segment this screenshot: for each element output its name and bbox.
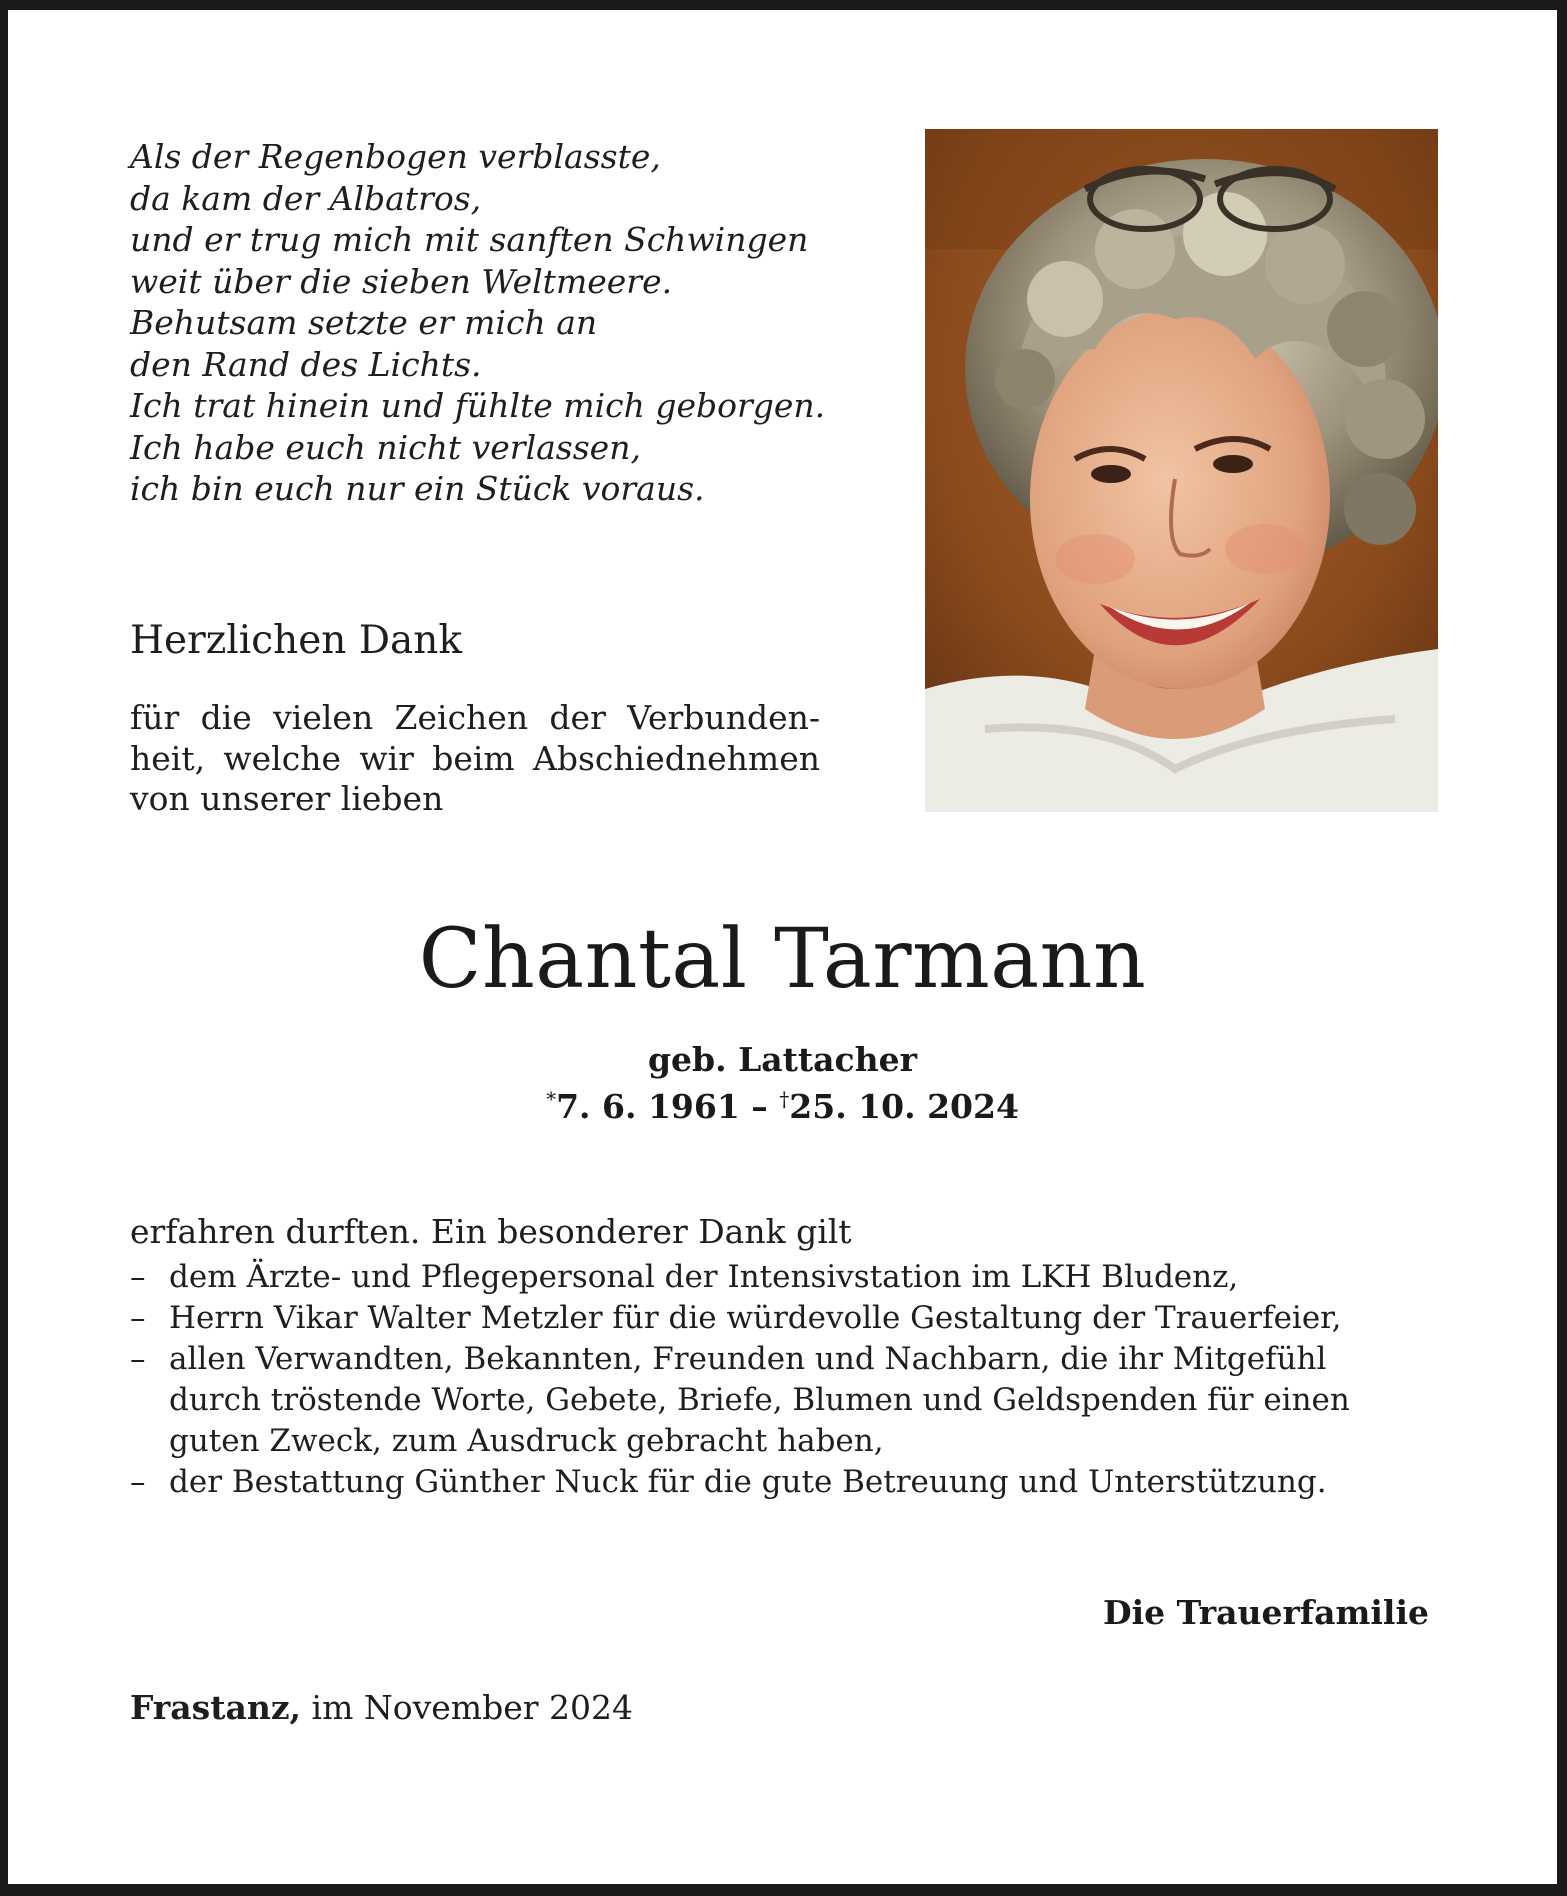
poem-line: da kam der Albatros,: [130, 178, 482, 218]
thanks-paragraph-line: von unserer lieben: [130, 779, 444, 818]
poem-line: Als der Regenbogen verblasste,: [130, 137, 661, 176]
thanks-heading: Herzlichen Dank: [130, 618, 463, 663]
list-item-line: Herrn Vikar Walter Metzler für die würdevolle Gestaltung der Trauerfeier,: [169, 1300, 1342, 1336]
poem-line: Ich trat hinein und fühlte mich geborgen.: [130, 386, 826, 425]
poem-line: weit über die sieben Weltmeere.: [130, 261, 673, 301]
date-text: im November 2024: [301, 1688, 633, 1727]
dash-bullet: –: [130, 1259, 146, 1295]
list-item-line: der Bestattung Günther Nuck für die gute Betreuung und Unterstützung.: [169, 1464, 1327, 1500]
death-date: 25. 10. 2024: [789, 1087, 1019, 1126]
dash-bullet: –: [130, 1300, 146, 1336]
birth-star-icon: *: [546, 1087, 557, 1111]
place: Frastanz,: [130, 1688, 302, 1727]
list-item: [130, 1298, 1450, 1339]
deceased-name: Chantal Tarmann: [418, 912, 1147, 1007]
place-date: [130, 1688, 633, 1727]
list-item: [130, 1339, 1450, 1462]
poem-line: Behutsam setzte er mich an: [130, 303, 598, 342]
portrait-illustration: [925, 129, 1438, 812]
thanks-paragraph-line: heit, welche wir beim Abschiednehmen: [130, 738, 820, 778]
poem-line: und er trug mich mit sanften Schwingen: [130, 220, 809, 259]
list-item-line: allen Verwandten, Bekannten, Freunden und Nachbarn, die ihr Mitgefühl: [169, 1341, 1327, 1377]
poem: [130, 136, 826, 510]
dash-bullet: –: [130, 1341, 146, 1377]
birth-date: 7. 6. 1961: [556, 1087, 740, 1126]
thanks-paragraph: [130, 698, 820, 820]
poem-line: ich bin euch nur ein Stück voraus.: [130, 469, 705, 508]
birth-name: geb. Lattacher: [647, 1040, 918, 1079]
life-dates: [8, 1087, 1557, 1126]
thanks-paragraph-line: für die vielen Zeichen der Verbunden-: [130, 698, 820, 737]
list-item: [130, 1257, 1450, 1298]
poem-line: den Rand des Lichts.: [130, 344, 482, 384]
thanks-intro: erfahren durften. Ein besonderer Dank gilt: [130, 1212, 852, 1251]
portrait-photo: [925, 129, 1438, 812]
death-cross-icon: †: [779, 1087, 790, 1111]
list-item: [130, 1462, 1450, 1503]
list-item-line: dem Ärzte- und Pflegepersonal der Intensivstation im LKH Bludenz,: [169, 1259, 1239, 1295]
poem-line: Ich habe euch nicht verlassen,: [130, 427, 641, 467]
signature: Die Trauerfamilie: [1102, 1593, 1429, 1632]
thanks-list: [130, 1257, 1450, 1503]
dash-bullet: –: [130, 1464, 146, 1500]
date-separator: –: [739, 1087, 780, 1126]
list-item-line: durch tröstende Worte, Gebete, Briefe, Blumen und Geldspenden für einen: [169, 1382, 1350, 1418]
list-item-line: guten Zweck, zum Ausdruck gebracht haben,: [169, 1423, 884, 1459]
